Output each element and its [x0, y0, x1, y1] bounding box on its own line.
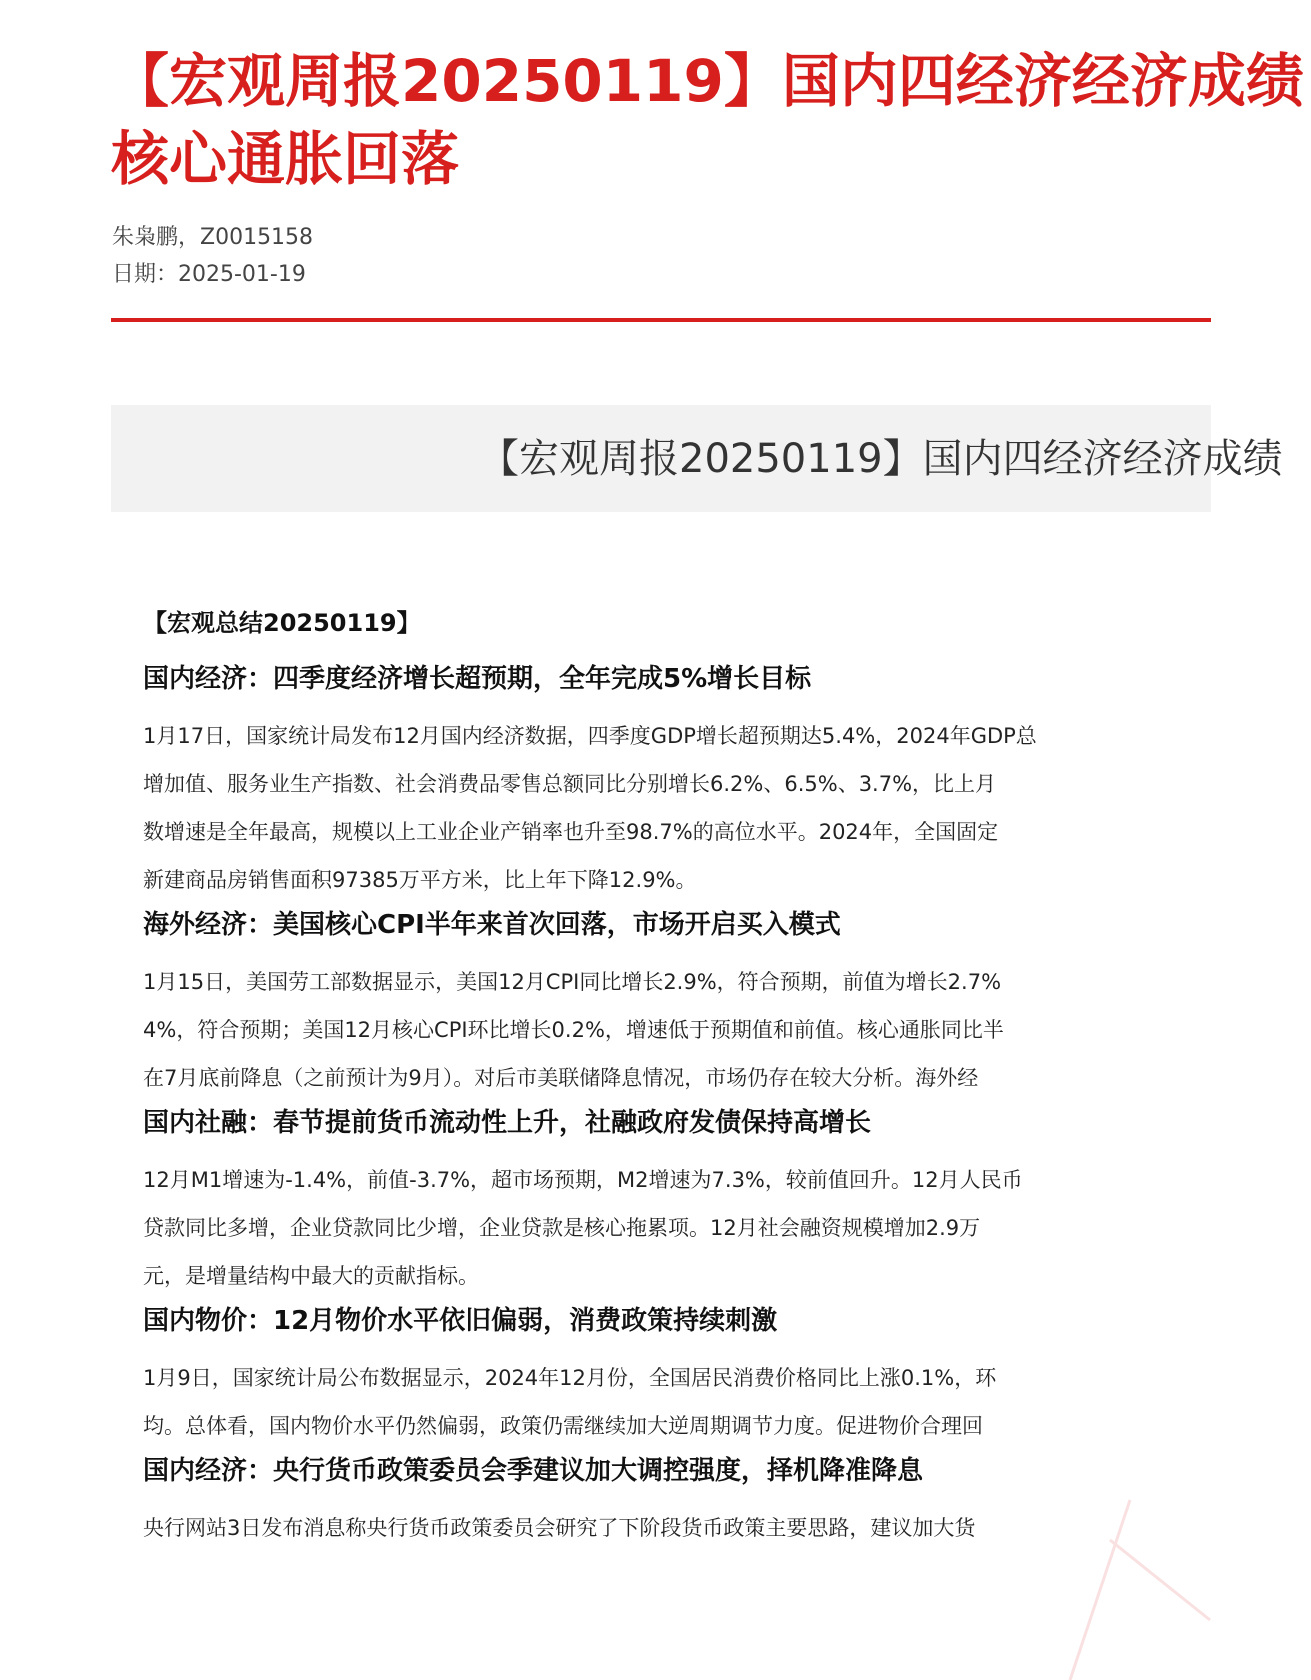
- section-overseas-economy: [143, 904, 1243, 1102]
- paragraph-line: 数增速是全年最高，规模以上工业企业产销率也升至98.7%的高位水平。2024年，全国固定: [143, 820, 999, 844]
- section-heading: 国内社融：春节提前货币流动性上升，社融政府发债保持高增长: [143, 1108, 872, 1138]
- title-line-1: 【宏观周报20250119】国内四经济经济成绩: [111, 47, 1304, 115]
- section-heading: 国内经济：央行货币政策委员会季建议加大调控强度，择机降准降息: [143, 1456, 924, 1486]
- title-banner: [111, 405, 1283, 512]
- article-body: [143, 602, 1243, 1552]
- banner-title: 【宏观周报20250119】国内四经济经济成绩: [479, 436, 1283, 482]
- title-line-2: 核心通胀回落: [111, 125, 460, 193]
- section-heading: 国内经济：四季度经济增长超预期，全年完成5%增长目标: [143, 664, 812, 694]
- paragraph-line: 央行网站3日发布消息称央行货币政策委员会研究了下阶段货币政策主要思路，建议加大货: [143, 1516, 976, 1540]
- paragraph-line: 在7月底前降息（之前预计为9月）。对后市美联储降息情况，市场仍存在较大分析。海外经: [143, 1066, 979, 1090]
- section-domestic-prices: [143, 1300, 1243, 1450]
- paragraph-line: 4%，符合预期；美国12月核心CPI环比增长0.2%，增速低于预期值和前值。核心通胀同比半: [143, 1018, 1004, 1042]
- paragraph-line: 1月15日，美国劳工部数据显示，美国12月CPI同比增长2.9%，符合预期，前值为增长2.7%: [143, 970, 1002, 994]
- section-heading: 国内物价：12月物价水平依旧偏弱，消费政策持续刺激: [143, 1306, 778, 1336]
- paragraph-line: 1月17日，国家统计局发布12月国内经济数据，四季度GDP增长超预期达5.4%，2024年GDP总: [143, 724, 1037, 748]
- section-monetary-policy: [143, 1450, 1243, 1552]
- paragraph-line: 1月9日，国家统计局公布数据显示，2024年12月份，全国居民消费价格同比上涨0.1%，环: [143, 1366, 997, 1390]
- paragraph-line: 12月M1增速为-1.4%，前值-3.7%，超市场预期，M2增速为7.3%，较前值回升。12月人民币: [143, 1168, 1023, 1192]
- header-divider: [111, 318, 1211, 322]
- paragraph-line: 新建商品房销售面积97385万平方米，比上年下降12.9%。: [143, 868, 697, 892]
- paragraph-line: 贷款同比多增，企业贷款同比少增，企业贷款是核心拖累项。12月社会融资规模增加2.9万: [143, 1216, 981, 1240]
- section-heading: 海外经济：美国核心CPI半年来首次回落，市场开启买入模式: [143, 910, 841, 940]
- paragraph-line: 元，是增量结构中最大的贡献指标。: [143, 1264, 479, 1288]
- section-domestic-economy: [143, 658, 1243, 904]
- section-social-financing: [143, 1102, 1243, 1300]
- summary-title: 【宏观总结20250119】: [143, 609, 421, 637]
- paragraph-line: 增加值、服务业生产指数、社会消费品零售总额同比分别增长6.2%、6.5%、3.7%，比上月: [143, 772, 997, 796]
- article-title: [111, 42, 1311, 198]
- date-line: 日期：2025-01-19: [112, 262, 306, 287]
- author-line: 朱枭鹏，Z0015158: [112, 225, 314, 250]
- paragraph-line: 均。总体看，国内物价水平仍然偏弱，政策仍需继续加大逆周期调节力度。促进物价合理回: [143, 1414, 983, 1438]
